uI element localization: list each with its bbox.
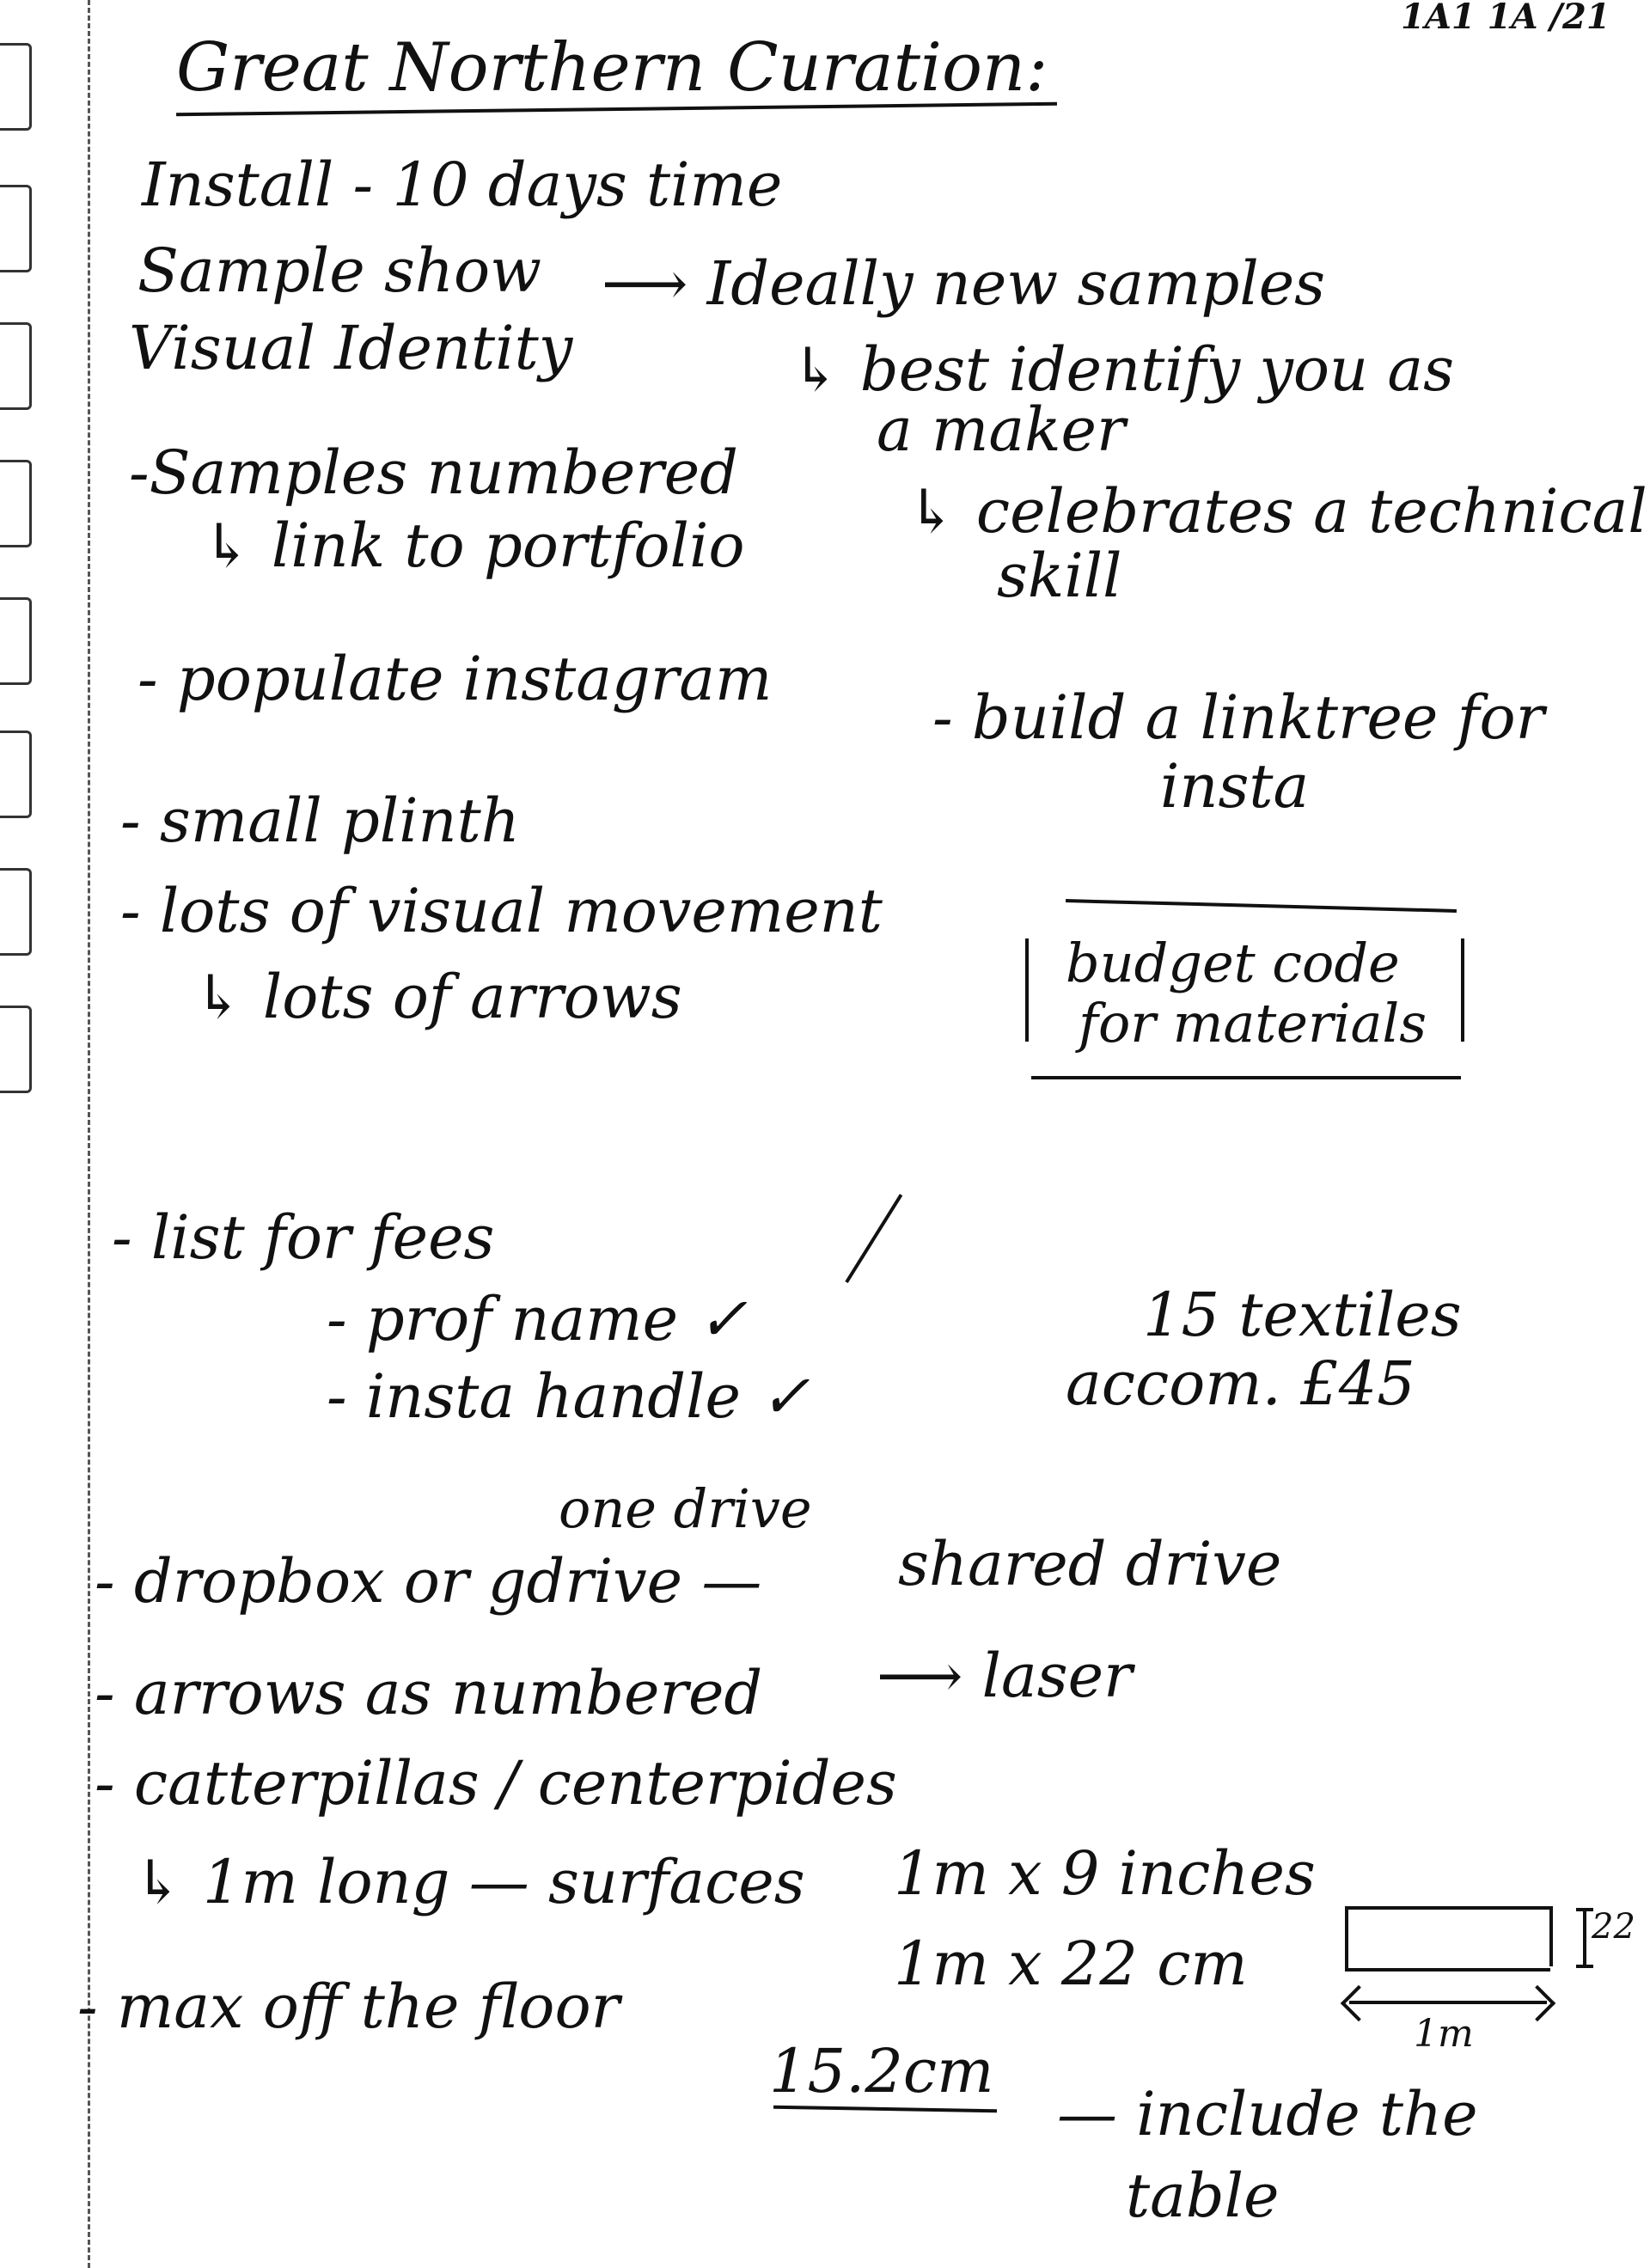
page-title: Great Northern Curation:: [176, 29, 1048, 107]
note-one-drive: one drive: [559, 1477, 812, 1540]
diagram-width-arrow: [1349, 2001, 1547, 2004]
binding-hole: [0, 43, 32, 131]
binding-hole: [0, 322, 32, 410]
note-15cm: 15.2cm: [769, 2036, 994, 2106]
note-lots-arrows: ↳ lots of arrows: [193, 962, 682, 1032]
box-border-bottom: [1031, 1076, 1461, 1079]
note-include-table: — include the: [1057, 2079, 1478, 2149]
corner-mark: 1A1 1A /21: [1401, 0, 1610, 37]
note-arrows-numbered: - arrows as numbered: [95, 1658, 763, 1728]
note-a-maker: a maker: [877, 394, 1126, 465]
note-insta: insta: [1160, 751, 1310, 822]
note-dim-2: 1m x 22 cm: [894, 1929, 1248, 1999]
binding-hole: [0, 597, 32, 685]
note-table: table: [1126, 2161, 1280, 2231]
box-border-right: [1461, 938, 1464, 1042]
binding-hole: [0, 731, 32, 818]
note-max-off-floor: - max off the floor: [77, 1972, 620, 2042]
note-insta-handle: - insta handle ✓: [327, 1361, 810, 1432]
note-populate-instagram: - populate instagram: [138, 644, 773, 714]
note-skill: skill: [997, 541, 1122, 611]
note-visual-identity: Visual Identity: [129, 313, 573, 383]
slash-mark: [845, 1194, 902, 1283]
note-list-for-fees: - list for fees: [112, 1202, 495, 1273]
box-border-left: [1025, 938, 1029, 1042]
diagram-surface-end: [1549, 1906, 1553, 1966]
diagram-surface: [1345, 1906, 1550, 1972]
binding-hole: [0, 1006, 32, 1093]
note-build-linktree: - build a linktree for: [932, 682, 1545, 753]
margin-line: [88, 0, 90, 2268]
note-install: Install - 10 days time: [142, 150, 783, 220]
binding-hole: [0, 185, 32, 272]
box-border-top: [1066, 899, 1457, 913]
note-samples-numbered: -Samples numbered: [129, 437, 738, 508]
diagram-label-1m: 1m: [1414, 2012, 1474, 2056]
underline-15cm: [773, 2106, 997, 2113]
note-best-identify: ↳ best identify you as: [791, 334, 1455, 405]
note-small-plinth: - small plinth: [120, 786, 520, 856]
note-caterpillars: - catterpillas / centerpides: [95, 1748, 897, 1819]
note-accom: accom. £45: [1066, 1348, 1415, 1419]
binding-hole: [0, 460, 32, 547]
spiral-binding: [0, 0, 60, 2268]
diagram-label-22: 22: [1592, 1907, 1635, 1947]
note-1m-long: ↳ 1m long — surfaces: [133, 1847, 805, 1917]
note-sample-show: Sample show: [138, 235, 542, 306]
note-ideally-new-samples: ⟶ Ideally new samples: [602, 248, 1326, 319]
note-for-materials: for materials: [1079, 992, 1427, 1055]
note-textiles: 15 textiles: [1143, 1280, 1462, 1350]
note-prof-name: - prof name ✓: [327, 1284, 748, 1354]
note-laser: ⟶ laser: [877, 1641, 1133, 1711]
note-dim-1: 1m x 9 inches: [894, 1838, 1316, 1909]
note-celebrates: ↳ celebrates a technical: [907, 476, 1647, 547]
note-dropbox: - dropbox or gdrive —: [95, 1546, 762, 1617]
binding-hole: [0, 868, 32, 956]
note-shared-drive: shared drive: [898, 1529, 1282, 1599]
note-lots-visual: - lots of visual movement: [120, 876, 883, 946]
diagram-height-marker: [1583, 1908, 1586, 1968]
note-budget-code: budget code: [1066, 932, 1400, 994]
note-link-portfolio: ↳ link to portfolio: [202, 510, 745, 581]
